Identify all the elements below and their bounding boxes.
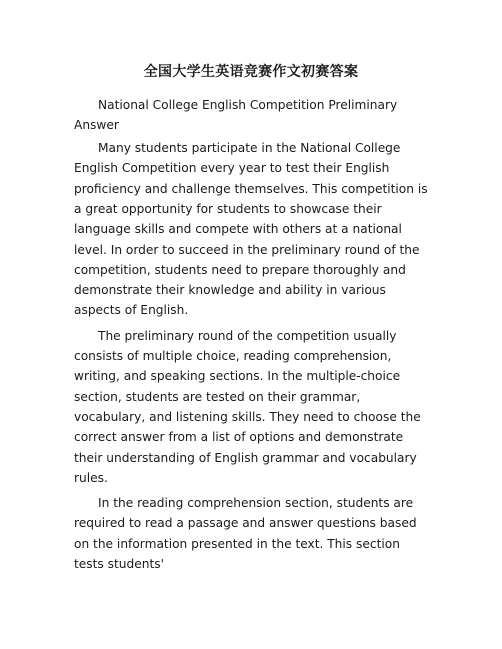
paragraph: The preliminary round of the competition usually consists of multiple choice, reading comprehension, writing, and speaking sections. In the multiple-choice section, students are tested on their grammar, vocabulary, and listening skills. They need to choose the correct answer from a list of options and demonstrate their understanding of English grammar and vocabulary rules.: [74, 328, 421, 485]
document-title: 全国大学生英语竞赛作文初赛答案: [143, 64, 359, 80]
paragraph: In the reading comprehension section, students are required to read a passage and answer questions based on the information presented in the text. This section tests students': [74, 496, 417, 572]
paragraph: Many students participate in the National College English Competition every year to test their English proficiency and challenge themselves. This competition is a great opportunity for students to showcase their language skills and compete with others at a national level. In order to succeed in the preliminary round of the competition, students need to prepare thoroughly and demonstrate their knowledge and ability in various aspects of English.: [74, 141, 428, 318]
document-subtitle: National College English Competition Preliminary Answer: [74, 98, 398, 133]
document-body: [74, 95, 430, 579]
